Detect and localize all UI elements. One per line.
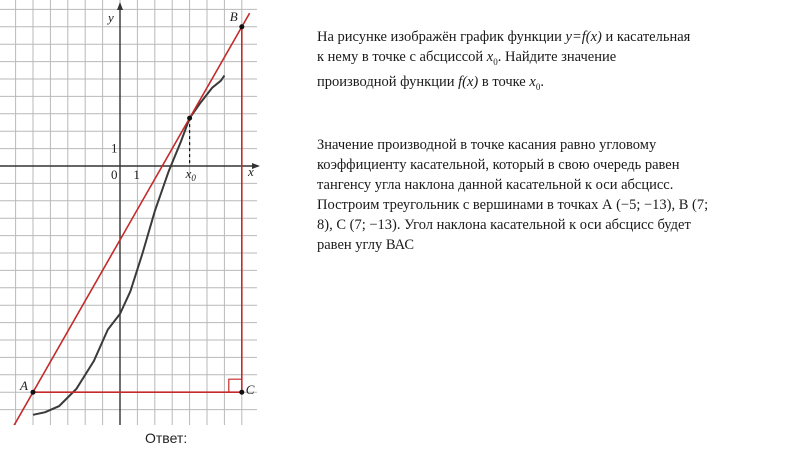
right-angle-mark xyxy=(229,379,242,392)
x-axis-label: x xyxy=(248,164,254,179)
task-text: . Найдите значение xyxy=(497,49,617,65)
task-text: На рисунке изображён график функции xyxy=(317,29,566,45)
unit-y-label: 1 xyxy=(111,140,118,156)
point-a-dot xyxy=(31,390,36,395)
x0-symbol: x xyxy=(486,49,494,65)
tangent-line xyxy=(0,13,250,425)
point-b-label: B xyxy=(229,8,238,24)
task-statement xyxy=(317,27,727,97)
grid-lines xyxy=(0,0,257,425)
task-text: производной функции xyxy=(317,73,459,90)
origin-label: 0 xyxy=(111,167,118,182)
function-notation: y=f(x) xyxy=(565,29,602,45)
tangent-point-dot xyxy=(187,116,192,121)
point-c-label: C xyxy=(245,382,255,398)
task-text: к нему в точке с абсциссой xyxy=(317,49,487,65)
task-text: в точке xyxy=(478,73,530,90)
function-curve xyxy=(33,76,224,415)
x0-subscript: 0 xyxy=(535,81,541,92)
answer-label: Ответ: xyxy=(145,430,188,446)
x0-label: $x_0$ xyxy=(185,166,196,183)
x0-symbol: x xyxy=(529,73,536,90)
solution-text xyxy=(317,135,727,255)
unit-x-label: 1 xyxy=(133,167,140,182)
function-notation: f(x) xyxy=(458,73,479,90)
point-a-label: A xyxy=(20,378,28,394)
point-c-dot xyxy=(239,390,244,395)
y-axis-label: y xyxy=(108,10,114,25)
task-text: . xyxy=(540,73,544,90)
function-graph xyxy=(0,0,262,425)
solution-paragraph: Значение производной в точке касания равно угловому коэффициенту касательной, который в свою очередь равен тангенсу угла наклона данной касательной к оси абсцисс. Построим треугольник с вершинами в точках А (−5; −13), В (7; 8), С (7; −13). Угол наклона касательной к оси абсцисс будет равен углу ВАС xyxy=(317,137,709,253)
y-axis-arrow xyxy=(117,2,123,10)
task-text: и касательная xyxy=(601,29,691,45)
point-b-dot xyxy=(239,24,244,29)
x0-subscript: 0 xyxy=(493,56,498,67)
